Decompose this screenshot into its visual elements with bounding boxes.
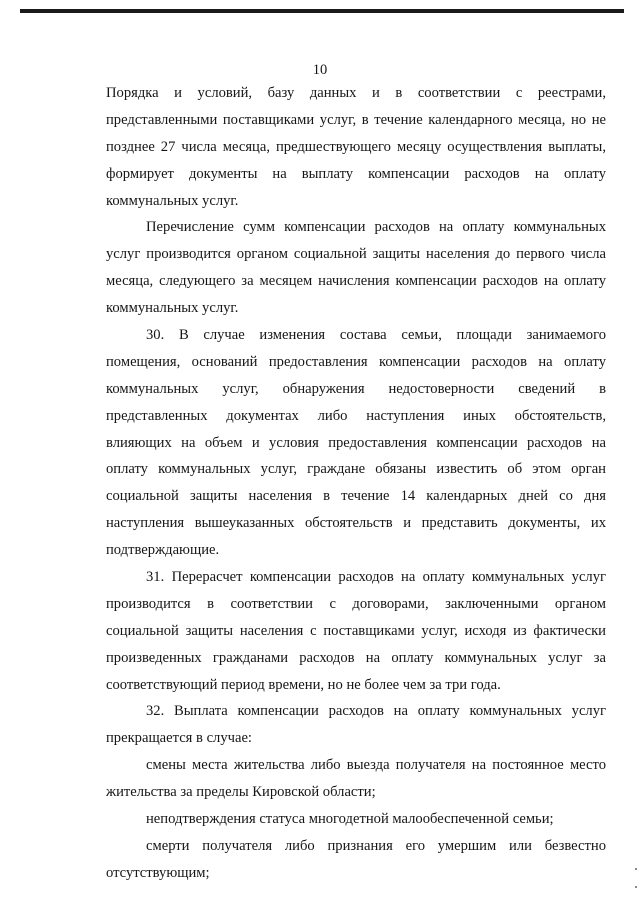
paragraph-p32c [106, 833, 606, 887]
text-line: 32. Выплата компенсации расходов на оплату коммунальных услуг [146, 703, 606, 720]
paragraph-p32 [106, 698, 606, 752]
scan-artifact [635, 868, 637, 870]
paragraph-p2 [106, 214, 606, 322]
text-line: помещения, оснований предоставления компенсации расходов на оплату [106, 353, 606, 370]
text-line: смены места жительства либо выезда получателя на постоянное место [146, 757, 606, 774]
text-line: смерти получателя либо признания его умершим или безвестно [146, 837, 606, 854]
scan-artifact [635, 886, 637, 888]
text-line: услуг производится органом социальной защиты населения до первого числа [106, 246, 606, 263]
text-line: производится в соответствии с договорами, заключенными органом [106, 595, 606, 612]
text-line: 30. В случае изменения состава семьи, площади занимаемого [146, 327, 606, 344]
text-line: произведенных гражданами расходов на оплату коммунальных услуг за [106, 649, 606, 666]
text-line: наступления вышеуказанных обстоятельств и представить документы, их [106, 515, 606, 532]
text-line: коммунальных услуг. [106, 300, 239, 317]
text-line: 31. Перерасчет компенсации расходов на оплату коммунальных услуг [146, 569, 606, 586]
paragraph-p30 [106, 322, 606, 564]
text-line: влияющих на объем и условия предоставления компенсации расходов на [106, 434, 606, 451]
text-line: коммунальных услуг. [106, 192, 239, 209]
text-line: прекращается в случае: [106, 730, 252, 747]
text-line: месяца, следующего за месяцем начисления компенсации расходов на оплату [106, 273, 606, 290]
text-line: позднее 27 числа месяца, предшествующего месяцу осуществления выплаты, [106, 138, 606, 155]
text-line: соответствующий период времени, но не более чем за три года. [106, 676, 501, 693]
text-line: формирует документы на выплату компенсации расходов на оплату [106, 165, 606, 182]
text-line: неподтверждения статуса многодетной малообеспеченной семьи; [146, 811, 554, 828]
text-line: жительства за пределы Кировской области; [106, 784, 376, 801]
text-line: социальной защиты населения в течение 14 календарных дней со дня [106, 488, 606, 505]
text-line: представленными поставщиками услуг, в течение календарного месяца, но не [106, 111, 606, 128]
paragraph-p31 [106, 564, 606, 698]
text-line: коммунальных услуг, обнаружения недостоверности сведений в [106, 380, 606, 397]
text-line: отсутствующим; [106, 864, 210, 881]
paragraph-p32a [106, 752, 606, 806]
text-line: оплату коммунальных услуг, граждане обязаны известить об этом орган [106, 461, 606, 478]
text-line: подтверждающие. [106, 542, 220, 559]
text-line: социальной защиты населения с поставщиками услуг, исходя из фактически [106, 622, 606, 639]
text-line: Порядка и условий, базу данных и в соответствии с реестрами, [106, 85, 606, 101]
paragraph-p1 [106, 80, 606, 214]
document-body [106, 80, 606, 887]
text-line: представленных документах либо наступления иных обстоятельств, [106, 407, 606, 424]
top-scan-border [20, 9, 624, 13]
page-number: 10 [312, 62, 328, 78]
text-line: Перечисление сумм компенсации расходов на оплату коммунальных [146, 219, 606, 236]
paragraph-p32b [106, 806, 606, 833]
